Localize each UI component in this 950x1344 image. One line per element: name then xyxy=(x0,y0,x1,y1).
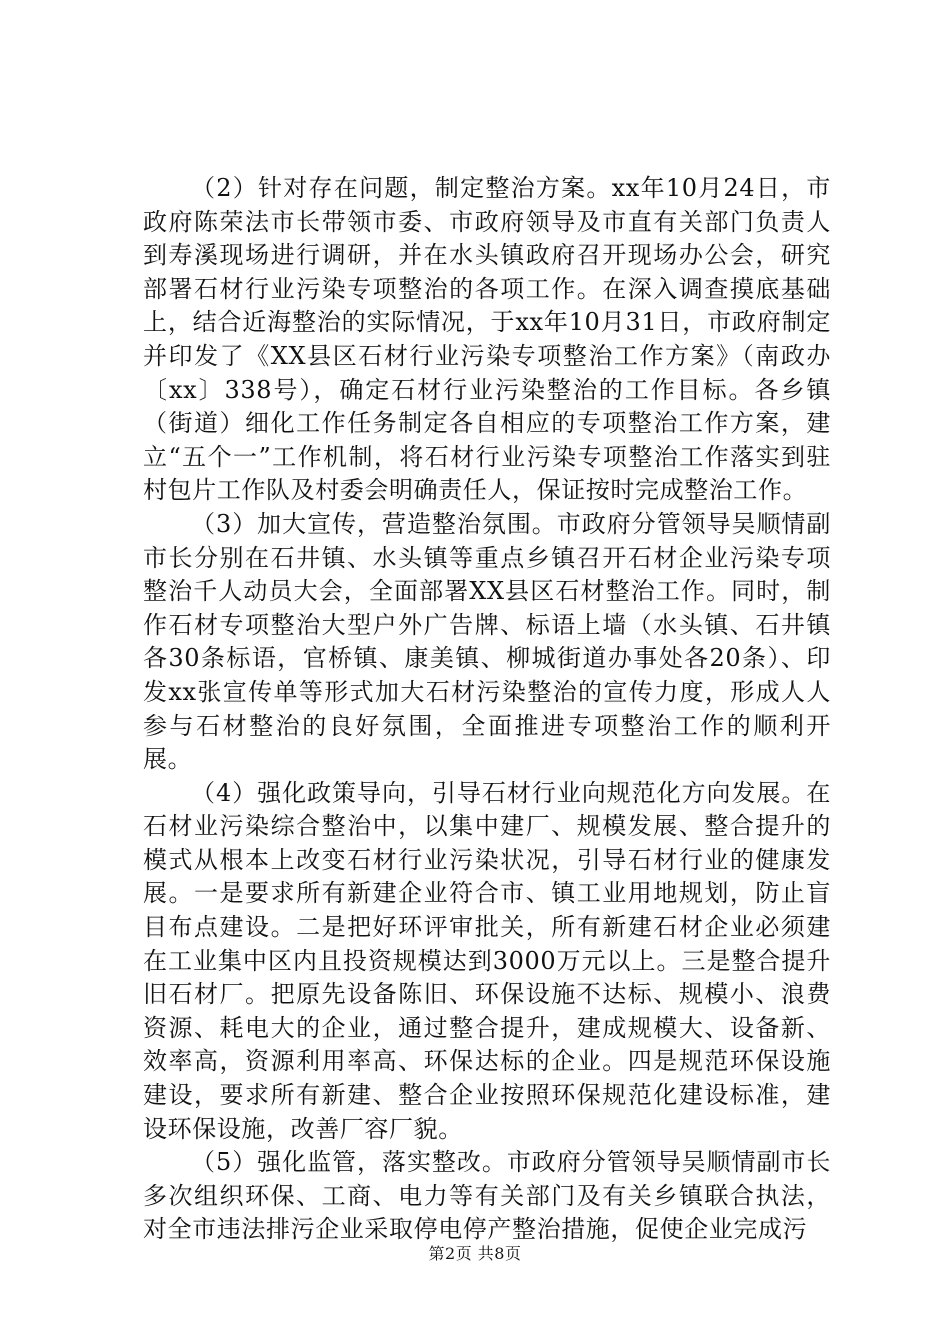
document-body xyxy=(143,172,831,1247)
page-number-footer: 第2页 共8页 xyxy=(428,1244,522,1263)
paragraph-2-formulate-plan: （2）针对存在问题，制定整治方案。xx年10月24日，市政府陈荣法市长带领市委、市政府领导及市直有关部门负责人到寿溪现场进行调研，并在水头镇政府召开现场办公会，研究部署石材行业污染专项整治的各项工作。在深入调查摸底基础上，结合近海整治的实际情况，于xx年10月31日，市政府制定并印发了《XX县区石材行业污染专项整治工作方案》（南政办〔xx〕338号），确定石材行业污染整治的工作目标。各乡镇（街道）细化工作任务制定各自相应的专项整治工作方案，建立“五个一”工作机制，将石材行业污染专项整治工作落实到驻村包片工作队及村委会明确责任人，保证按时完成整治工作。 xyxy=(143,174,831,505)
paragraph-3-publicity: （3）加大宣传，营造整治氛围。市政府分管领导吴顺情副市长分别在石井镇、水头镇等重点乡镇召开石材企业污染专项整治千人动员大会，全面部署XX县区石材整治工作。同时，制作石材专项整治大型户外广告牌、标语上墙（水头镇、石井镇各30条标语，官桥镇、康美镇、柳城街道办事处各20条）、印发xx张宣传单等形式加大石材污染整治的宣传力度，形成人人参与石材整治的良好氛围，全面推进专项整治工作的顺利开展。 xyxy=(143,509,831,774)
paragraph-4-policy-guidance: （4）强化政策导向，引导石材行业向规范化方向发展。在石材业污染综合整治中，以集中建厂、规模发展、整合提升的模式从根本上改变石材行业污染状况，引导石材行业的健康发展。一是要求所有新建企业符合市、镇工业用地规划，防止盲目布点建设。二是把好环评审批关，所有新建石材企业必须建在工业集中区内且投资规模达到3000万元以上。三是整合提升旧石材厂。把原先设备陈旧、环保设施不达标、规模小、浪费资源、耗电大的企业，通过整合提升，建成规模大、设备新、效率高，资源利用率高、环保达标的企业。四是规范环保设施建设，要求所有新建、整合企业按照环保规范化建设标准，建设环保设施，改善厂容厂貌。 xyxy=(143,778,831,1143)
paragraph-5-supervision: （5）强化监管，落实整改。市政府分管领导吴顺情副市长多次组织环保、工商、电力等有关部门及有关乡镇联合执法，对全市违法排污企业采取停电停产整治措施，促使企业完成污 xyxy=(143,1148,831,1244)
